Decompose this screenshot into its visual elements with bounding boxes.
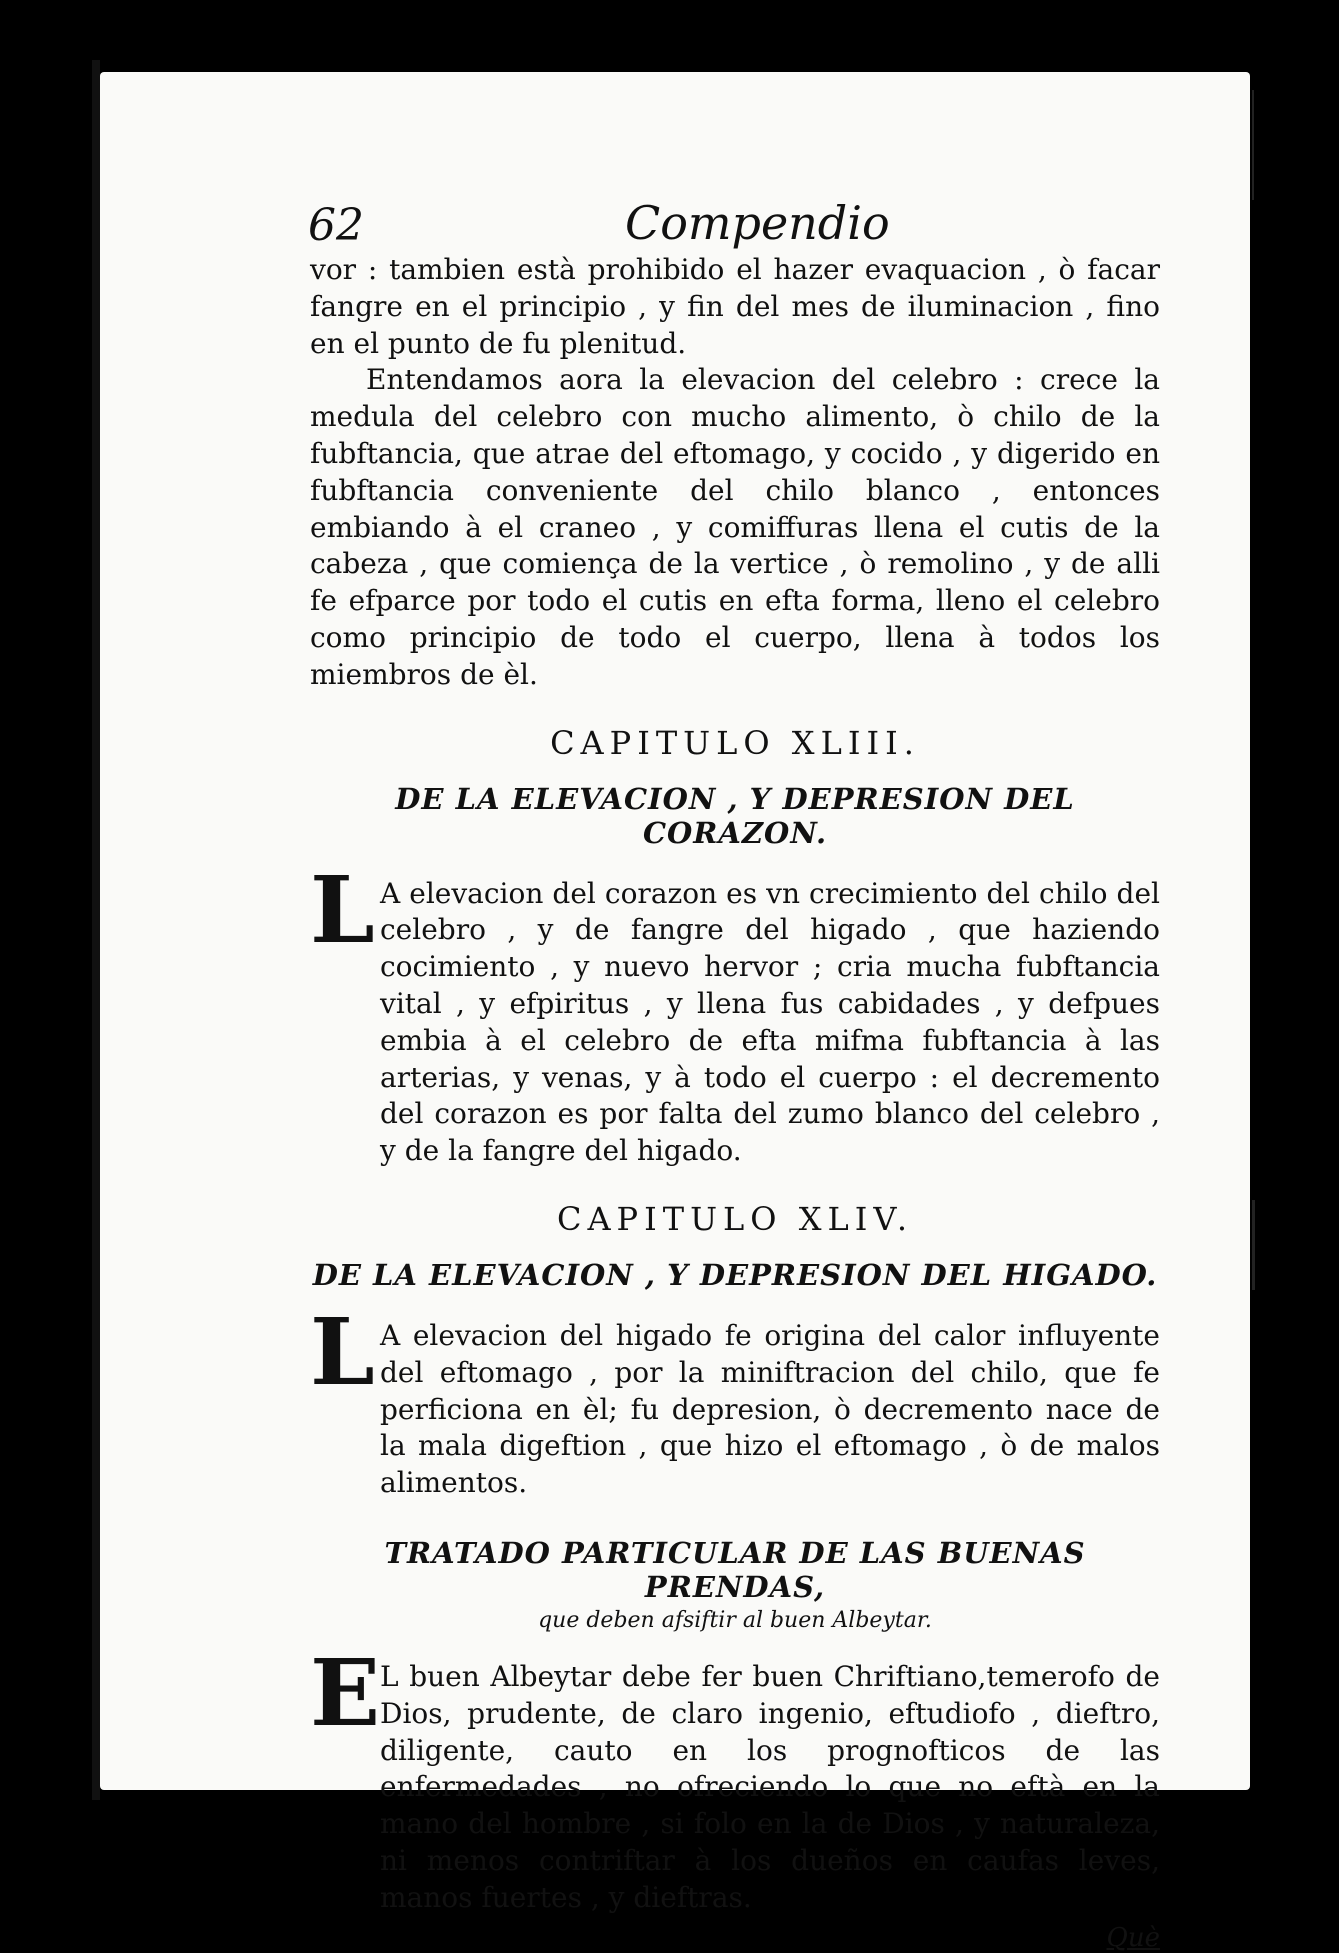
chapter-subtitle: DE LA ELEVACION , Y DEPRESION DEL CORAZON. [395, 781, 1075, 850]
body-paragraph: Entendamos aora la elevacion del celebro : crece la medula del celebro con mucho alimento, ò chilo de la fubftancia, que atrae del eftomago, y cocido , y digerido en fubftancia conveniente del chilo blanco , entonces embiando à el craneo , y comiffuras llena el cutis de la cabeza , que comiença de la vertice , ò remolino , y de alli fe efparce por todo el cutis en efta forma, lleno el celebro como principio de todo el cuerpo, llena à todos los miembros de èl. [310, 363, 1160, 691]
running-title: Compendio [625, 196, 890, 250]
chapter-paragraph [310, 855, 1160, 1170]
drop-cap: E [310, 1638, 381, 1747]
binding-edge [92, 60, 100, 1800]
chapter-subtitle: DE LA ELEVACION , Y DEPRESION DEL HIGADO. [312, 1257, 1158, 1292]
treatise-paragraph [310, 1638, 1160, 1917]
treatise-title: TRATADO PARTICULAR DE LAS BUENAS PRENDAS, [384, 1535, 1086, 1604]
continuation-paragraph: vor : tambien està prohibido el hazer evaquacion , ò facar fangre en el principio , y fin del mes de iluminacion , fino en el punto de fu plenitud. [310, 253, 1160, 360]
drop-cap: L [310, 1297, 375, 1406]
drop-cap: L [310, 855, 375, 964]
chapter-title: CAPITULO XLIII. [550, 723, 920, 762]
chapter-title: CAPITULO XLIV. [556, 1199, 914, 1238]
chapter-text: A elevacion del higado fe origina del calor influyente del eftomago , por la miniftracion del chilo, que fe perficiona en èl; fu depresion, ò decremento nace de la mala digeftion , que hizo el eftomago , ò de malos alimentos. [380, 1318, 1160, 1500]
chapter-text: A elevacion del corazon es vn crecimiento del chilo del celebro , y de fangre del higado , que haziendo cocimiento , y nuevo hervor ; cria mucha fubftancia vital , y efpiritus , y llena fus cabidades , y defpues embia à el celebro de efta mifma fubftancia à las arterias, y venas, y à todo el cuerpo : el decremento del corazon es por falta del zumo blanco del celebro , y de la fangre del higado. [380, 876, 1160, 1168]
treatise-text: L buen Albeytar debe fer buen Chriftiano,temerofo de Dios, prudente, de claro ingenio, eftudiofo , dieftro, diligente, cauto en los prognofticos de las enfermedades , no ofreciendo lo que no eftà en la mano del hombre , si folo en la de Dios , y naturaleza, ni menos contriftar à los dueños en caufas leves, manos fuertes , y dieftras. [380, 1659, 1160, 1914]
catchword: Què [1106, 1922, 1160, 1953]
chapter-paragraph [310, 1297, 1160, 1502]
page-text [308, 196, 1160, 1953]
margin-mark [1252, 90, 1254, 200]
treatise-subtitle: que deben afsiftir al buen Albeytar. [538, 1607, 932, 1633]
page-number: 62 [308, 200, 364, 251]
page-header [308, 196, 1160, 252]
margin-mark [1252, 1200, 1255, 1290]
